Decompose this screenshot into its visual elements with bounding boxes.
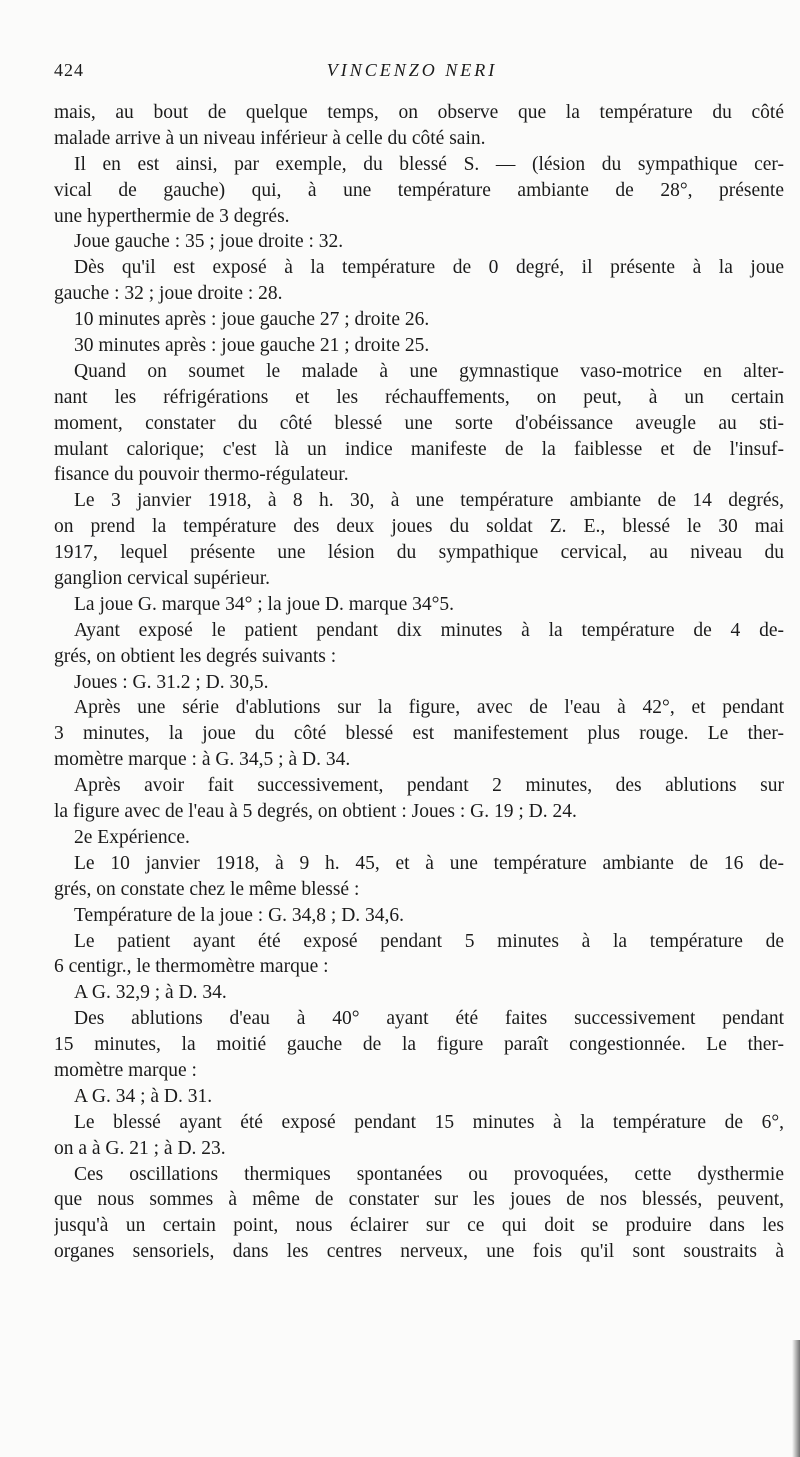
text-line: Dès qu'il est exposé à la température de 0 degré, il présente à la joue [74,257,784,279]
running-title: VINCENZO NERI [326,60,498,80]
page-edge-shadow [792,1340,800,1457]
text-line: la figure avec de l'eau à 5 degrés, on obtient : Joues : G. 19 ; D. 24. [54,801,577,823]
text-line: 30 minutes après : joue gauche 21 ; droite 25. [74,335,430,357]
text-line: momètre marque : à G. 34,5 ; à D. 34. [54,749,351,771]
text-line: une hyperthermie de 3 degrés. [54,205,290,227]
text-line: Des ablutions d'eau à 40° ayant été faites successivement pendant [74,1008,784,1030]
text-line: jusqu'à un certain point, nous éclairer sur ce qui doit se produire dans les [54,1215,784,1237]
text-line: Après avoir fait successivement, pendant 2 minutes, des ablutions sur [74,775,784,797]
text-line: Joue gauche : 35 ; joue droite : 32. [74,231,344,253]
text-line: mais, au bout de quelque temps, on observe que la température du côté [54,102,784,123]
text-line: on a à G. 21 ; à D. 23. [54,1137,226,1159]
text-line: moment, constater du côté blessé une sorte d'obéissance aveugle au sti- [54,412,784,434]
text-line: mulant calorique; c'est là un indice manifeste de la faiblesse et de l'insuf- [54,438,784,460]
text-line: Quand on soumet le malade à une gymnastique vaso-motrice en alter- [74,360,784,382]
text-line: 10 minutes après : joue gauche 27 ; droite 26. [74,309,430,331]
text-line: Le 3 janvier 1918, à 8 h. 30, à une température ambiante de 14 degrés, [74,490,784,512]
text-line: A G. 32,9 ; à D. 34. [74,982,227,1004]
text-line: Le patient ayant été exposé pendant 5 minutes à la température de [74,930,784,952]
body-text [34,100,790,1265]
text-line: momètre marque : [54,1059,197,1081]
text-line: Ayant exposé le patient pendant dix minutes à la température de 4 de- [74,619,784,641]
text-line: A G. 34 ; à D. 31. [74,1085,213,1107]
text-line: Il en est ainsi, par exemple, du blessé S. — (lésion du sympathique cer- [74,153,784,175]
text-line: fisance du pouvoir thermo-régulateur. [54,464,349,486]
text-line: organes sensoriels, dans les centres nerveux, une fois qu'il sont soustraits à [54,1241,784,1263]
text-line: 3 minutes, la joue du côté blessé est manifestement plus rouge. Le ther- [54,723,784,745]
text-line: on prend la température des deux joues du soldat Z. E., blessé le 30 mai [54,516,784,538]
text-line: Température de la joue : G. 34,8 ; D. 34,6. [74,904,405,926]
text-line: Le 10 janvier 1918, à 9 h. 45, et à une température ambiante de 16 de- [74,852,784,874]
text-line: Ces oscillations thermiques spontanées ou provoquées, cette dysthermie [74,1163,784,1185]
text-line: gauche : 32 ; joue droite : 28. [54,283,283,305]
text-line: malade arrive à un niveau inférieur à celle du côté sain. [54,127,486,149]
text-line: grés, on obtient les degrés suivants : [54,645,337,667]
text-line: Joues : G. 31.2 ; D. 30,5. [74,671,269,693]
text-line: Après une série d'ablutions sur la figure, avec de l'eau à 42°, et pendant [74,697,784,719]
text-line: 2e Expérience. [74,826,190,848]
text-line: nant les réfrigérations et les réchauffements, on peut, à un certain [54,386,784,408]
text-line: ganglion cervical supérieur. [54,568,271,590]
text-line: 6 centigr., le thermomètre marque : [54,956,329,978]
text-line: 15 minutes, la moitié gauche de la figure paraît congestionnée. Le ther- [54,1034,784,1056]
text-line: La joue G. marque 34° ; la joue D. marque 34°5. [74,593,455,615]
text-line: 1917, lequel présente une lésion du sympathique cervical, au niveau du [54,542,784,564]
text-line: vical de gauche) qui, à une température ambiante de 28°, présente [54,179,784,201]
text-line: Le blessé ayant été exposé pendant 15 minutes à la température de 6°, [74,1111,784,1133]
page-number: 424 [54,60,84,80]
running-head [34,60,790,100]
text-line: que nous sommes à même de constater sur les joues de nos blessés, peuvent, [54,1189,784,1211]
text-line: grés, on constate chez le même blessé : [54,878,360,900]
